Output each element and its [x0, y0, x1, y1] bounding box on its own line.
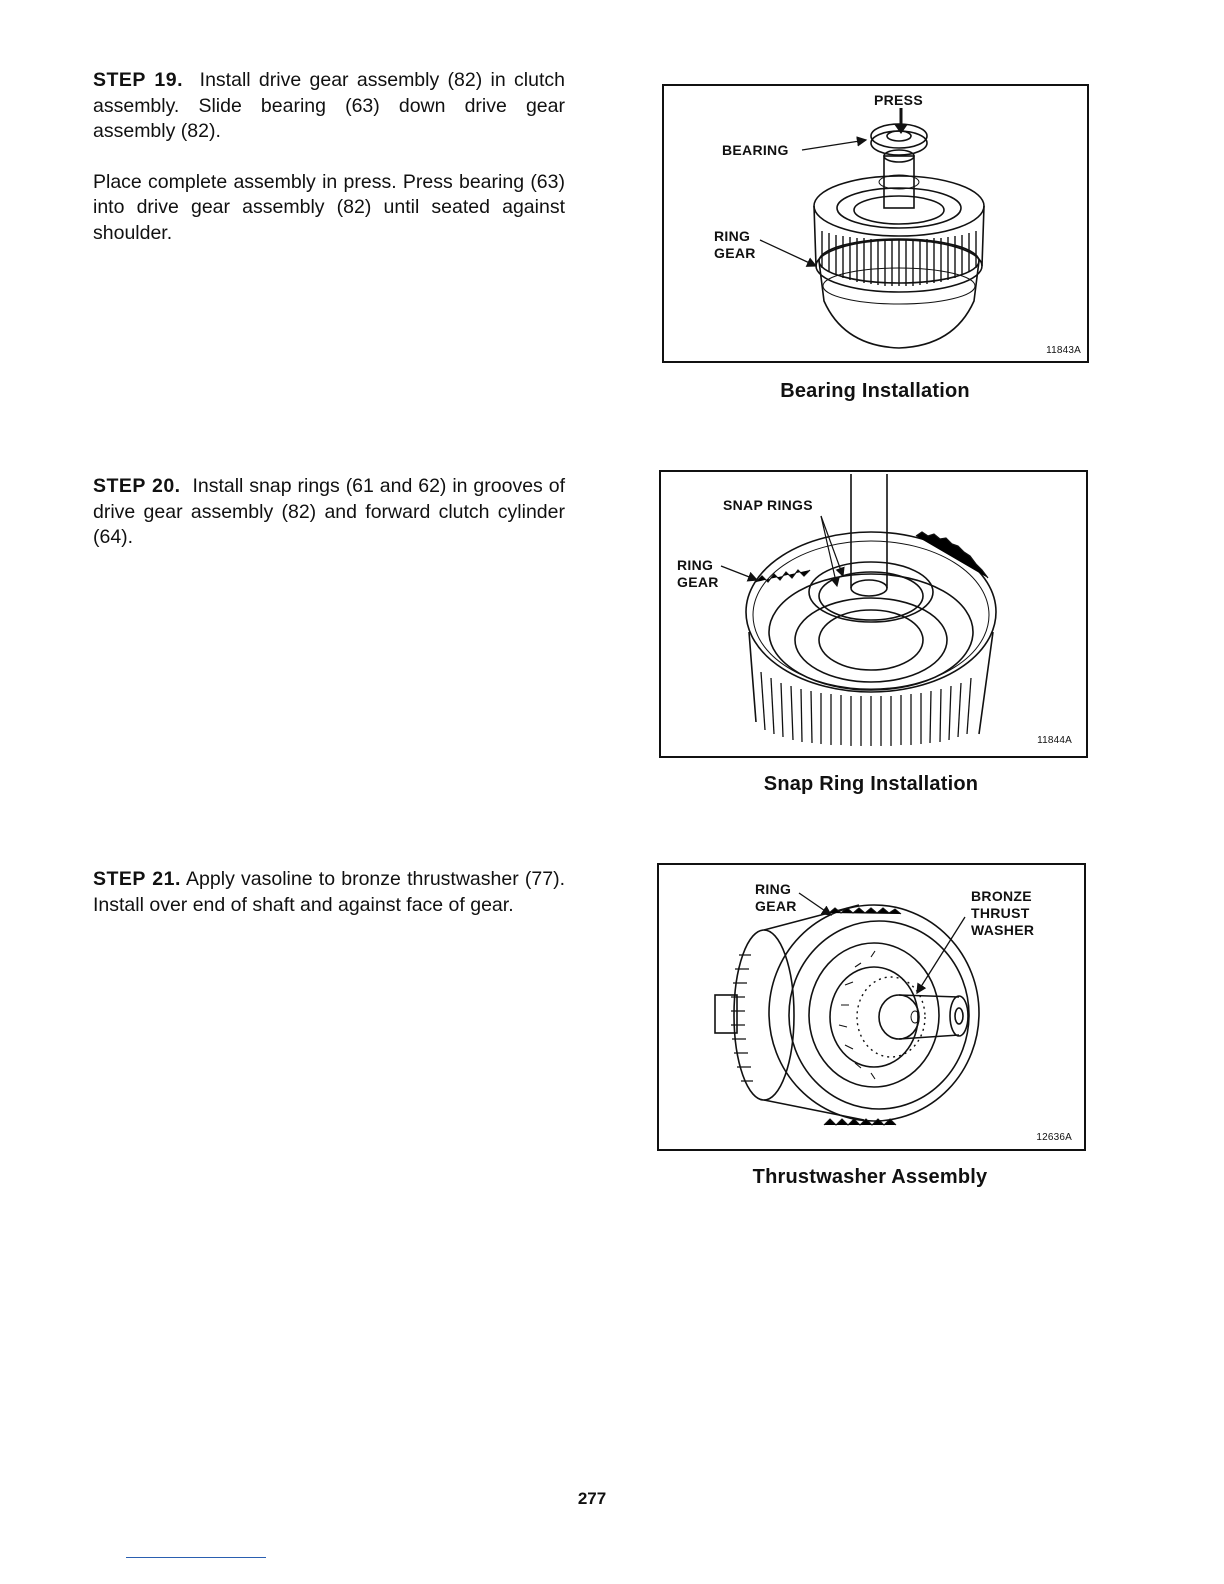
- gear-teeth: [761, 672, 971, 746]
- front-rim-teeth: [824, 908, 901, 1125]
- snap-ring-leader-arrow-1: [821, 516, 843, 576]
- step-19-body: Install drive gear assembly (82) in clutch assembly. Slide bearing (63) down drive gear assembly (82).: [93, 69, 565, 142]
- step-21-paragraph-1: [93, 867, 565, 918]
- ring-gear-label: RING GEAR: [714, 228, 756, 261]
- step-20-body: Install snap rings (61 and 62) in grooves of drive gear assembly (82) and forward clutch cylinder (64).: [93, 475, 565, 548]
- bronze-thrust-washer-ring: [857, 977, 925, 1057]
- figure-number: 11844A: [1037, 735, 1072, 746]
- step-19-text: [93, 68, 565, 246]
- page-number: 277: [577, 1489, 607, 1508]
- bronze-thrust-washer-label: BRONZE THRUST WASHER: [971, 888, 1035, 938]
- step-20-text: [93, 474, 565, 551]
- bearing-installation-illustration: [664, 86, 1087, 361]
- bearing-label: BEARING: [722, 142, 789, 158]
- figure-caption-snap-ring-installation: Snap Ring Installation: [763, 773, 979, 795]
- ring-gear-label: RING GEAR: [755, 881, 797, 914]
- figure-number: 12636A: [1036, 1132, 1072, 1143]
- snap-ring-leader-arrow-2: [821, 516, 837, 586]
- figure-caption-thrustwasher-assembly: Thrustwasher Assembly: [752, 1166, 988, 1188]
- ring-gear-leader-arrow: [799, 893, 831, 915]
- ring-gear-leader-arrow: [721, 566, 757, 580]
- step-19-paragraph-2: Place complete assembly in press. Press bearing (63) into drive gear assembly (82) until seated against shoulder.: [93, 170, 565, 244]
- step-21-text: [93, 867, 565, 918]
- bearing-leader-arrow: [802, 140, 866, 150]
- press-label: PRESS: [874, 92, 923, 108]
- step-19-paragraph-1: [93, 68, 565, 145]
- step-20-paragraph-1: [93, 474, 565, 551]
- figure-number: 11843A: [1046, 345, 1081, 356]
- step-21-body: Apply vasoline to bronze thrustwasher (77). Install over end of shaft and against face of gear.: [93, 868, 566, 916]
- step-21-label: STEP 21.: [93, 868, 181, 890]
- figure-caption-bearing-installation: Bearing Installation: [780, 380, 970, 402]
- thrust-washer-leader-arrow: [917, 917, 965, 993]
- snap-rings-label: SNAP RINGS: [723, 497, 813, 513]
- ring-gear-label: RING GEAR: [677, 557, 719, 590]
- step-20-label: STEP 20.: [93, 475, 181, 497]
- figure-snap-ring-installation: [659, 470, 1088, 758]
- footer-rule: [126, 1557, 266, 1558]
- ring-gear-leader-arrow: [760, 240, 816, 266]
- figure-bearing-installation: [662, 84, 1089, 363]
- figure-thrustwasher-assembly: [657, 863, 1086, 1151]
- press-arrow-icon: [894, 108, 908, 134]
- snap-ring-installation-illustration: [661, 472, 1086, 756]
- step-19-label: STEP 19.: [93, 69, 184, 91]
